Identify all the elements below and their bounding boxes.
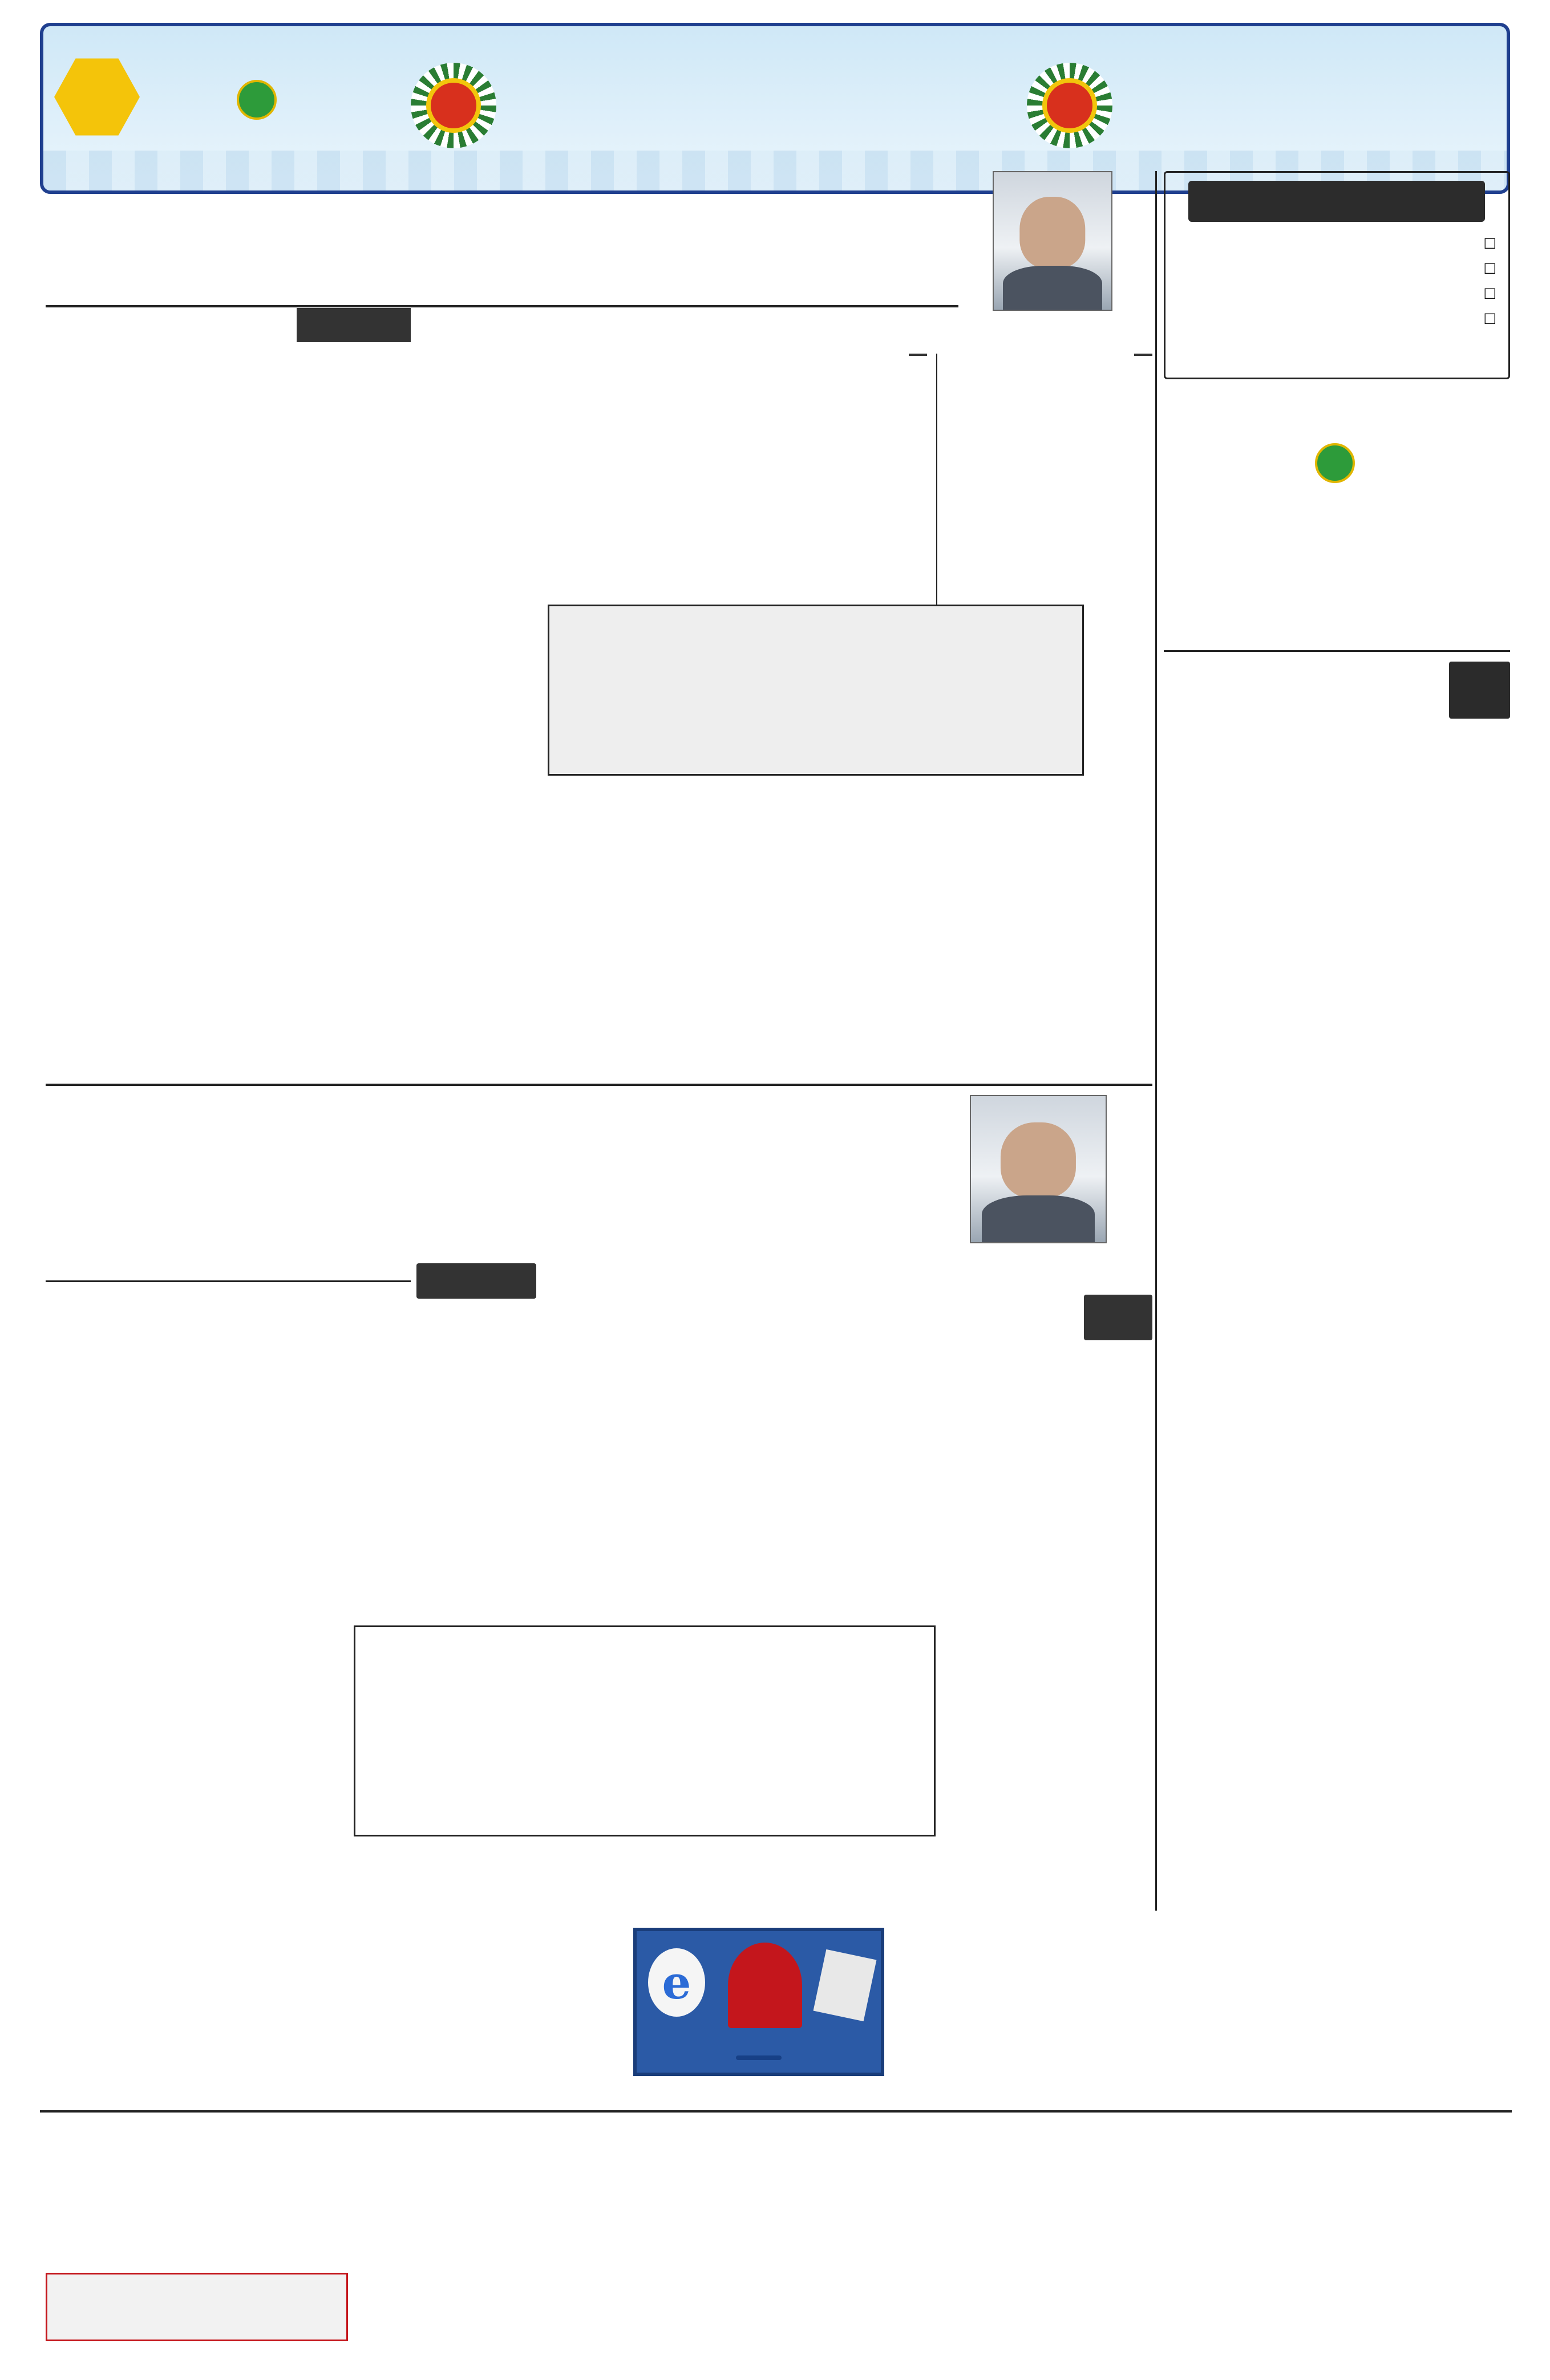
- section-rule: [40, 2110, 1512, 2113]
- logo-one-badge: [1315, 443, 1355, 483]
- logo-one-badge: [237, 80, 277, 120]
- aqwal-item: [1177, 280, 1496, 305]
- opinion-body-lead: [1164, 662, 1443, 724]
- postbox-icon: [728, 1943, 802, 2028]
- editorial-pull-quote: [548, 605, 1084, 776]
- editorial-notice: [46, 2273, 348, 2341]
- letter-left-body-top: [354, 1928, 628, 2105]
- sun-emblem-icon: [1027, 63, 1112, 148]
- analysis-author-photo: [970, 1095, 1107, 1243]
- guzishta-dropcap: [1084, 1295, 1152, 1340]
- aqwal-title: [1188, 181, 1485, 222]
- letter-left-body: [46, 2122, 348, 2247]
- browser-e-icon: e: [648, 1948, 705, 2017]
- mirasilat-label: [736, 2055, 782, 2060]
- harf-e-haq-label: [297, 308, 411, 342]
- column-divider: [1155, 171, 1157, 1911]
- divider: [1164, 650, 1510, 652]
- headline-rule: [46, 305, 958, 307]
- divider: [46, 1280, 411, 1282]
- sahara-logo-small: [1175, 399, 1495, 530]
- tajziya-label: [416, 1263, 536, 1299]
- analysis-body-top: [46, 1295, 1078, 1620]
- letter-mid-body-top: [890, 1928, 1152, 2105]
- editorial-body-top: [46, 354, 1152, 605]
- masthead-center: [616, 46, 936, 62]
- editorial-body-bottom: [46, 781, 1152, 1049]
- editorial-body-narrow: [1095, 605, 1152, 781]
- drop-cap-yoon: [1449, 662, 1510, 719]
- aqwal-item: [1177, 305, 1496, 330]
- aqwal-box: [1164, 171, 1510, 379]
- paper-logo: [145, 43, 368, 157]
- letter-right-body: [1164, 1956, 1510, 2107]
- sun-emblem-icon: [411, 63, 496, 148]
- editorial-body-mid: [46, 605, 536, 776]
- aqwal-item: [1177, 230, 1496, 255]
- envelope-icon: [814, 1949, 877, 2021]
- analysis-body-left: [46, 1625, 348, 2082]
- mirasilat-banner: [633, 1928, 884, 2076]
- opinion-body: [1164, 727, 1510, 1871]
- analysis-pull-quote: [354, 1625, 936, 1836]
- author-photo: [993, 171, 1112, 311]
- section-rule: [46, 1084, 1152, 1086]
- drop-cap: [909, 354, 1152, 356]
- letter-right-body-2: [890, 2122, 1152, 2350]
- aqwal-item: [1177, 255, 1496, 280]
- aqwal-list: [1177, 230, 1496, 330]
- letter-mid-body: [354, 2122, 884, 2350]
